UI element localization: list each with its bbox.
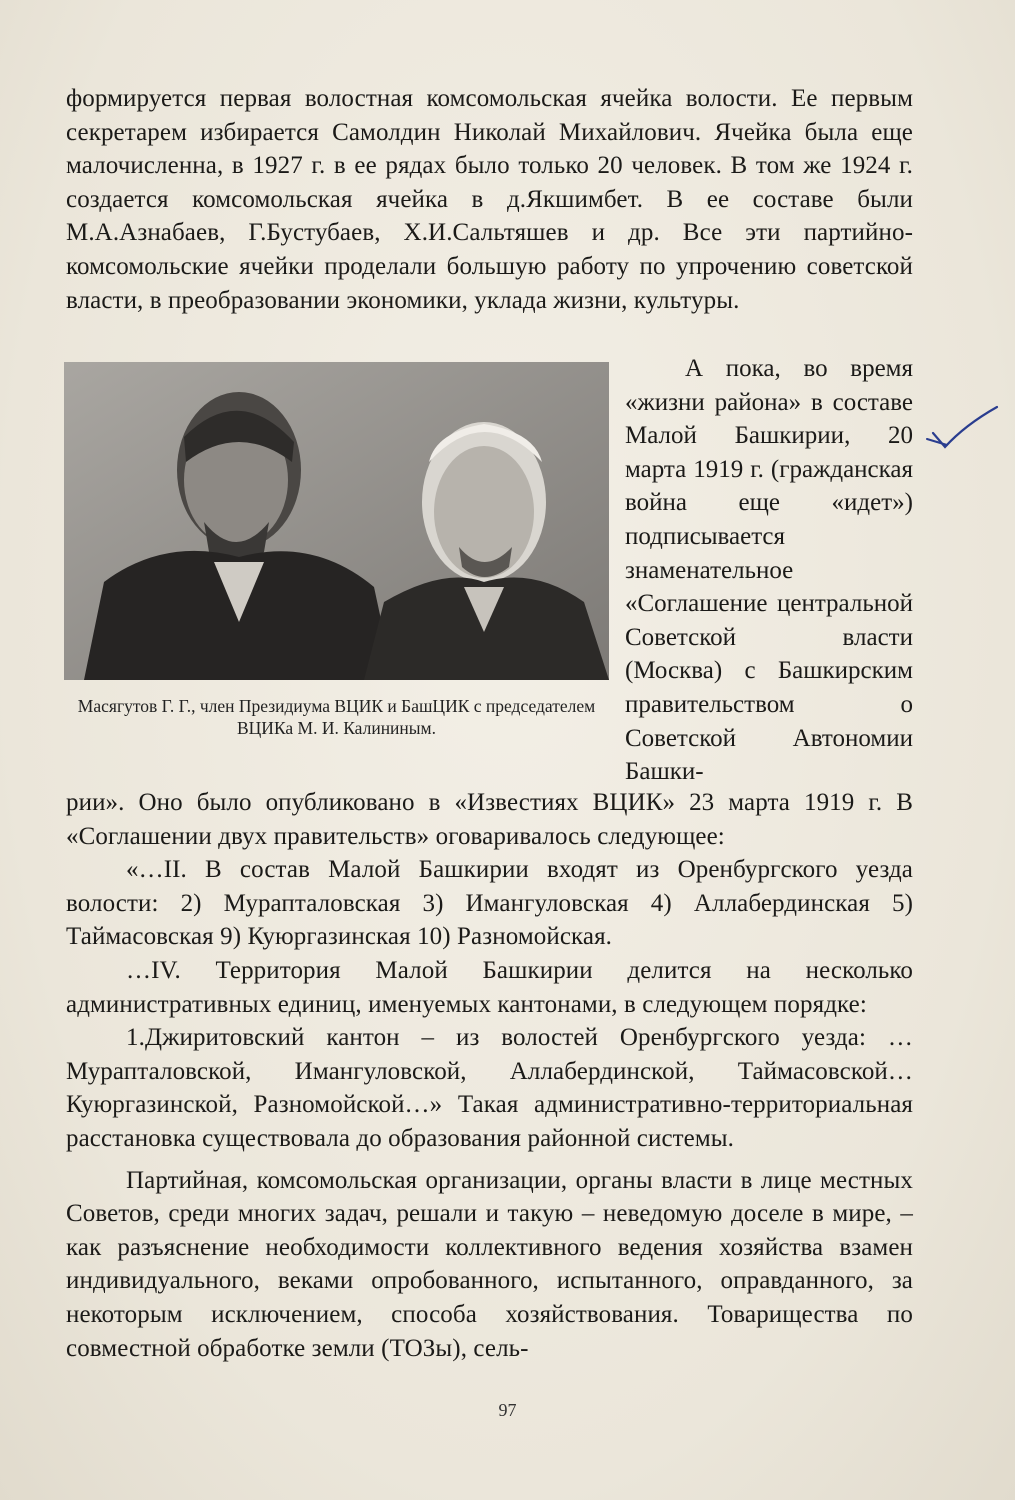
paragraph: …IV. Территория Малой Башкирии делится на несколько административных единиц, именуемых кантонами, в следующем порядке:	[66, 956, 913, 1018]
top-paragraph-block	[66, 82, 913, 317]
page-number: 97	[498, 1400, 517, 1420]
paragraph: «…II. В состав Малой Башкирии входят из Оренбургского уезда волости: 2) Мурапталовская 3) Имангуловская 4) Аллабердинская 5) Таймасовская 9) Куюргазинская 10) Разномойская.	[66, 856, 913, 951]
paragraph: 1.Джиритовский кантон – из волостей Оренбургского уезда: …Мурапталовской, Имангуловской, Аллабердинской, Таймасовской… Куюргазинской, Разномойской…» Такая административно-территориальная расстановка существовала до образования районной системы.	[66, 1024, 913, 1152]
photo-caption: Масягутов Г. Г., член Президиума ВЦИК и БашЦИК с председателем ВЦИКа М. И. Калининым.	[77, 696, 596, 738]
bottom-paragraph-block	[66, 786, 913, 1365]
paragraph: рии». Оно было опубликовано в «Известиях ВЦИК» 23 марта 1919 г. В «Соглашении двух правительств» оговаривалось следующее:	[66, 789, 913, 850]
top-paragraph: формируется первая волостная комсомольская ячейка волости. Ее первым секретарем избирается Самолдин Николай Михайлович. Ячейка была еще малочисленна, в 1927 г. в ее рядах было только 20 человек. В том же 1924 г. создается комсомольская ячейка в д.Якшимбет. В ее составе были М.А.Азнабаев, Г.Бустубаев, Х.И.Сальтяшев и др. Все эти партийно-комсомольские ячейки проделали большую работу по упрочению советской власти, в преобразовании экономики, уклада жизни, культуры.	[66, 85, 913, 314]
side-paragraph: А пока, во время «жизни района» в составе Малой Башкирии, 20 марта 1919 г. (гражданская война еще «идет») подписывается знаменательное «Соглашение центральной Советской власти (Москва) с Башкирским правительством о Советской Автономии Башки-	[625, 355, 913, 786]
paragraph: Партийная, комсомольская организации, органы власти в лице местных Советов, среди многих задач, решали и такую – неведомую доселе в мире, – как разъяснение необходимости коллективного ведения хозяйства взамен индивидуального, веками опробованного, испытанного, оправданного, за некоторым исключением, способа хозяйствования. Товарищества по совместной обработке земли (ТОЗы), сель-	[66, 1166, 913, 1362]
pen-check-mark	[925, 405, 1005, 465]
historical-photo	[64, 362, 609, 680]
side-paragraph-block	[625, 352, 913, 789]
